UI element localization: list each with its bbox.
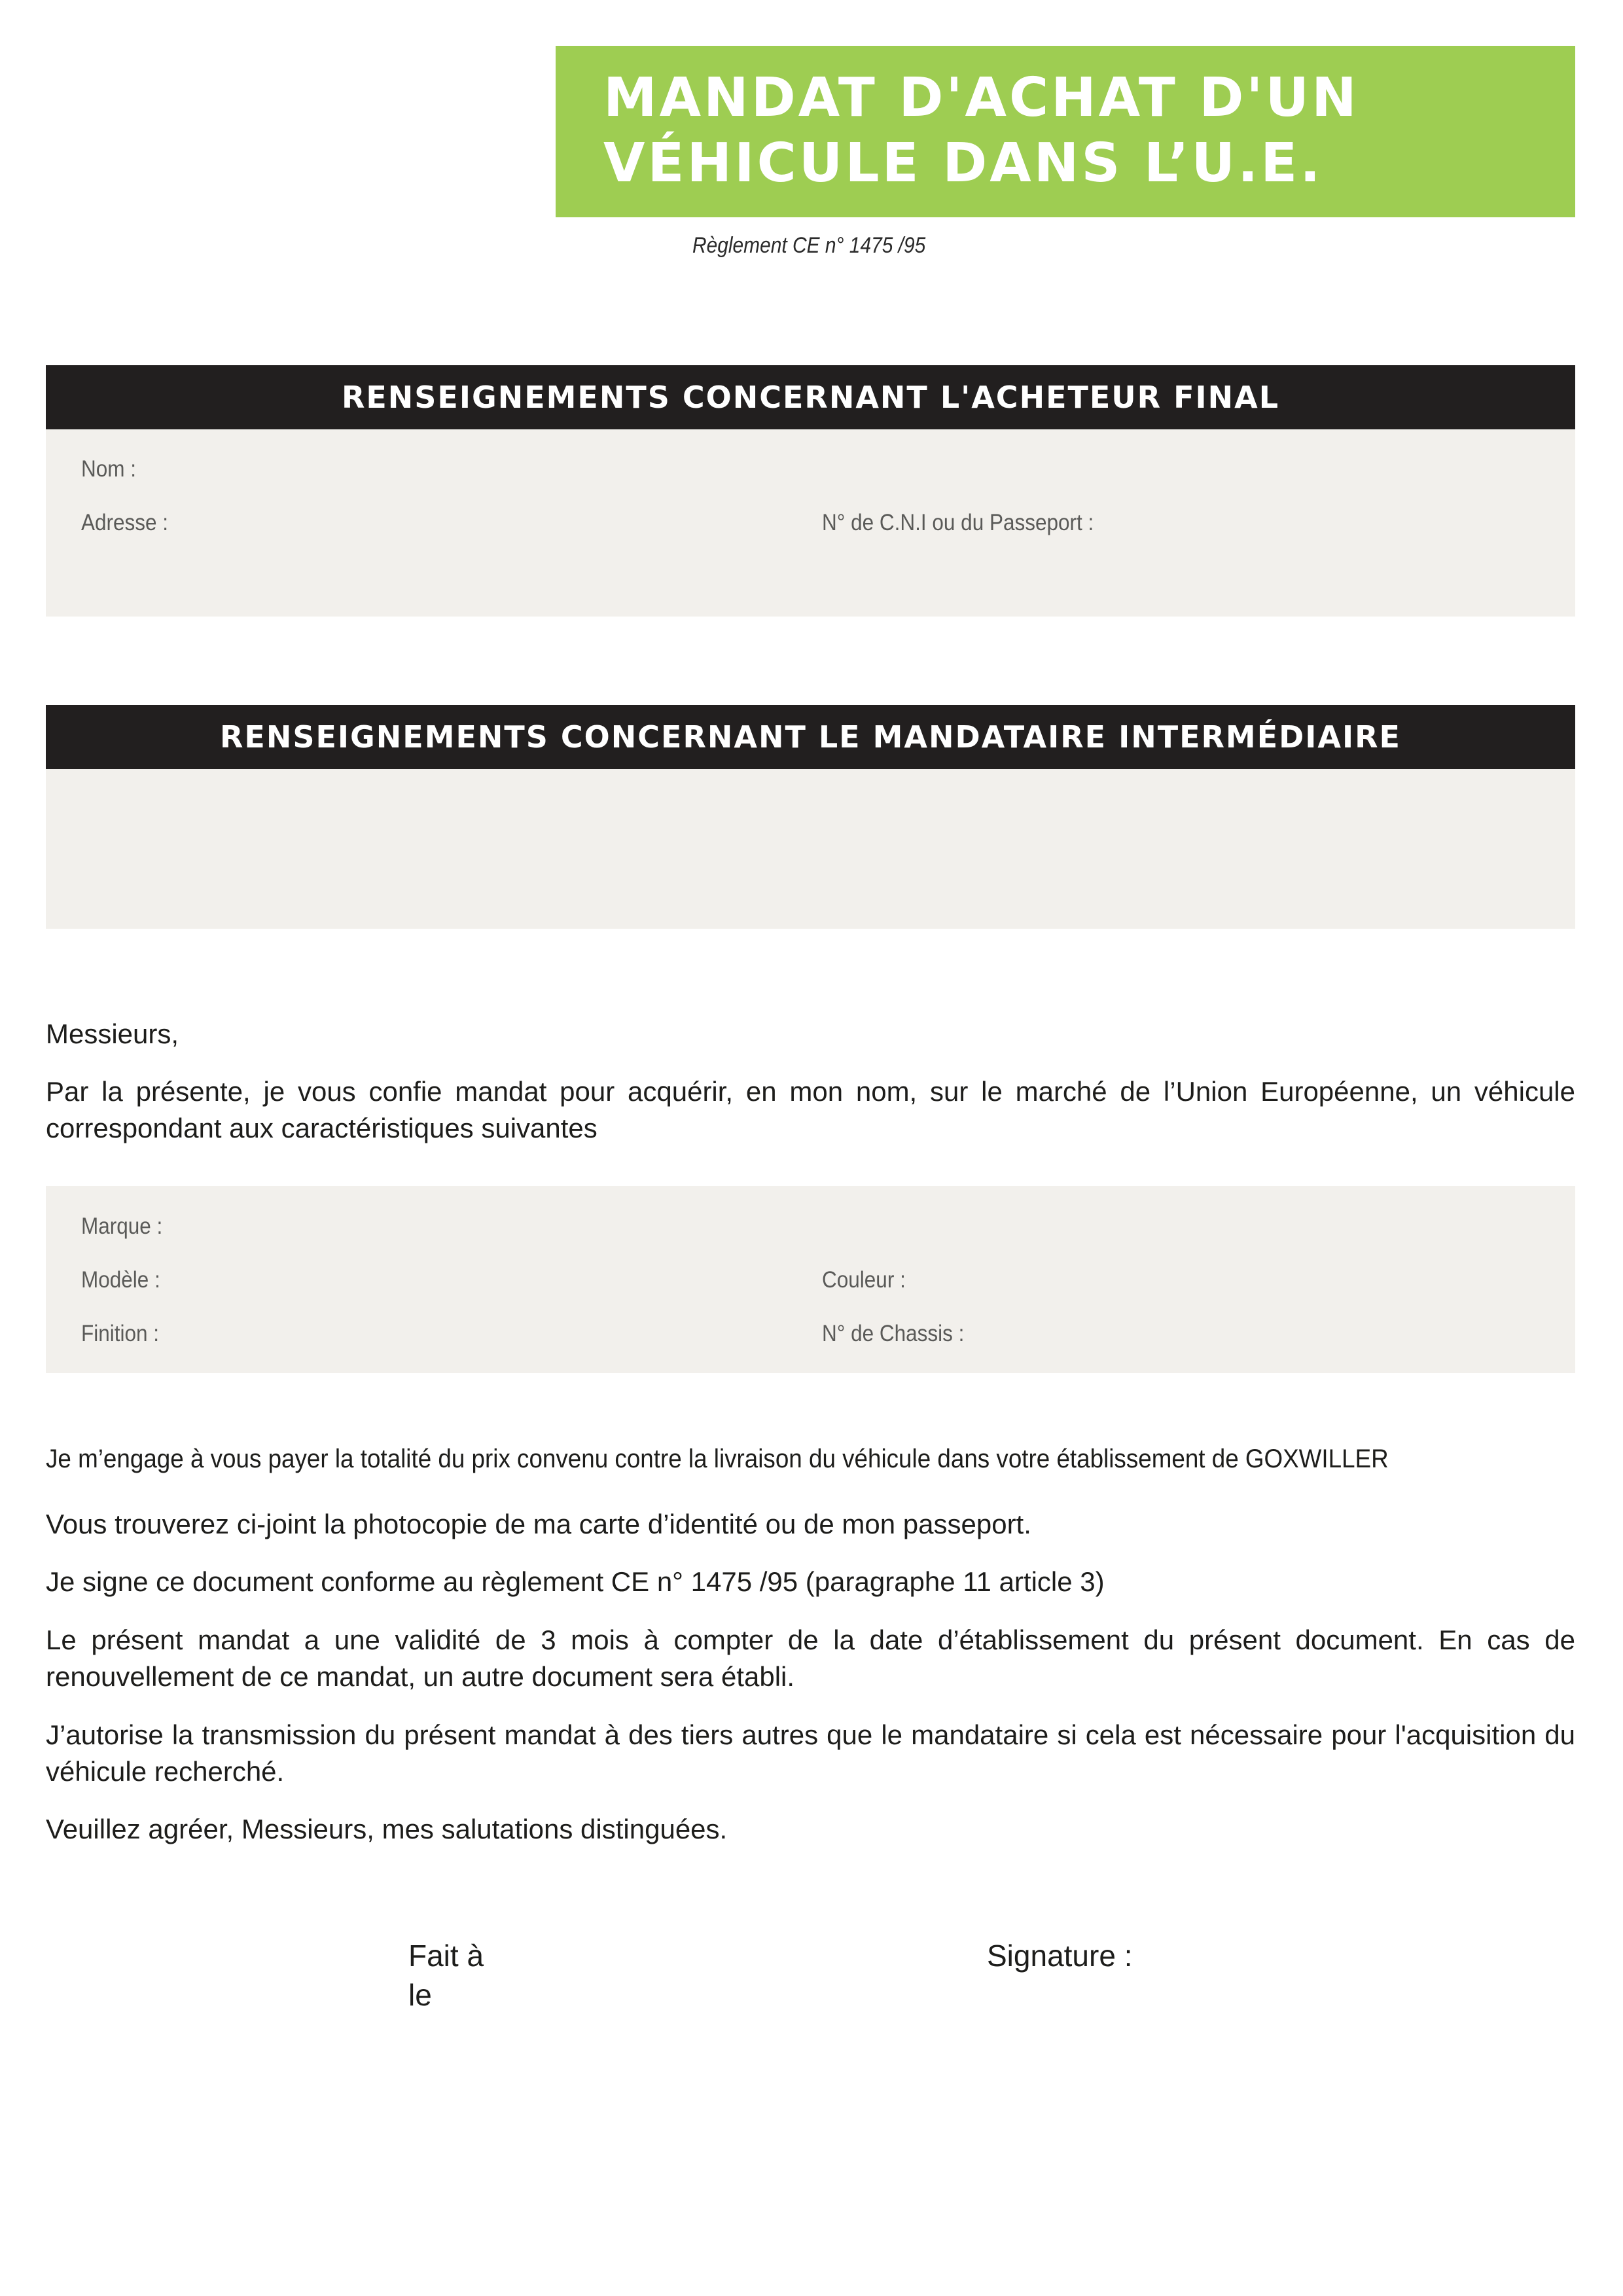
buyer-address-field[interactable]: Adresse : — [81, 510, 169, 535]
regulation-reference: Règlement CE n° 1475 /95 — [692, 233, 926, 258]
place-date-block — [408, 1936, 484, 2015]
intro-paragraph: Par la présente, je vous confie mandat pour acquérir, en mon nom, sur le marché de l’Union Européenne, un véhicule correspondant aux caractéristiques suivantes — [46, 1076, 1575, 1143]
authorization-paragraph: J’autorise la transmission du présent mandat à des tiers autres que le mandataire si cela est nécessaire pour l'acquisition du véhicule recherché. — [46, 1719, 1575, 1787]
closing-paragraph: Veuillez agréer, Messieurs, mes salutations distinguées. — [46, 1814, 728, 1844]
buyer-id-field[interactable]: N° de C.N.I ou du Passeport : — [822, 510, 1094, 535]
title-line-2: VÉHICULE DANS L’U.E. — [603, 132, 1323, 194]
vehicle-trim-field[interactable]: Finition : — [81, 1321, 160, 1346]
title-line-1: MANDAT D'ACHAT D'UN — [603, 67, 1359, 129]
vehicle-model-field[interactable]: Modèle : — [81, 1267, 160, 1293]
agent-section-header: RENSEIGNEMENTS CONCERNANT LE MANDATAIRE INTERMÉDIAIRE — [46, 705, 1575, 769]
engagement-paragraph: Je m’engage à vous payer la totalité du prix convenu contre la livraison du véhicule dans votre établissement de GOXWILLER — [46, 1444, 1389, 1473]
date-label[interactable]: le — [408, 1978, 432, 2012]
attachment-paragraph: Vous trouverez ci-joint la photocopie de ma carte d’identité ou de mon passeport. — [46, 1509, 1031, 1539]
signature-label[interactable]: Signature : — [987, 1939, 1133, 1973]
vehicle-chassis-field[interactable]: N° de Chassis : — [822, 1321, 965, 1346]
buyer-info-box — [46, 429, 1575, 617]
vehicle-info-box — [46, 1186, 1575, 1373]
vehicle-brand-field[interactable]: Marque : — [81, 1213, 163, 1239]
vehicle-color-field[interactable]: Couleur : — [822, 1267, 906, 1293]
place-label[interactable]: Fait à — [408, 1939, 484, 1973]
validity-paragraph: Le présent mandat a une validité de 3 mois à compter de la date d’établissement du présent document. En cas de renouvellement de ce mandat, un autre document sera établi. — [46, 1624, 1575, 1692]
greeting: Messieurs, — [46, 1018, 179, 1049]
buyer-section-header: RENSEIGNEMENTS CONCERNANT L'ACHETEUR FINAL — [46, 365, 1575, 429]
document-title — [603, 65, 1559, 196]
buyer-name-field[interactable]: Nom : — [81, 456, 137, 482]
compliance-paragraph: Je signe ce document conforme au règlement CE n° 1475 /95 (paragraphe 11 article 3) — [46, 1566, 1105, 1597]
agent-info-box[interactable] — [46, 769, 1575, 929]
